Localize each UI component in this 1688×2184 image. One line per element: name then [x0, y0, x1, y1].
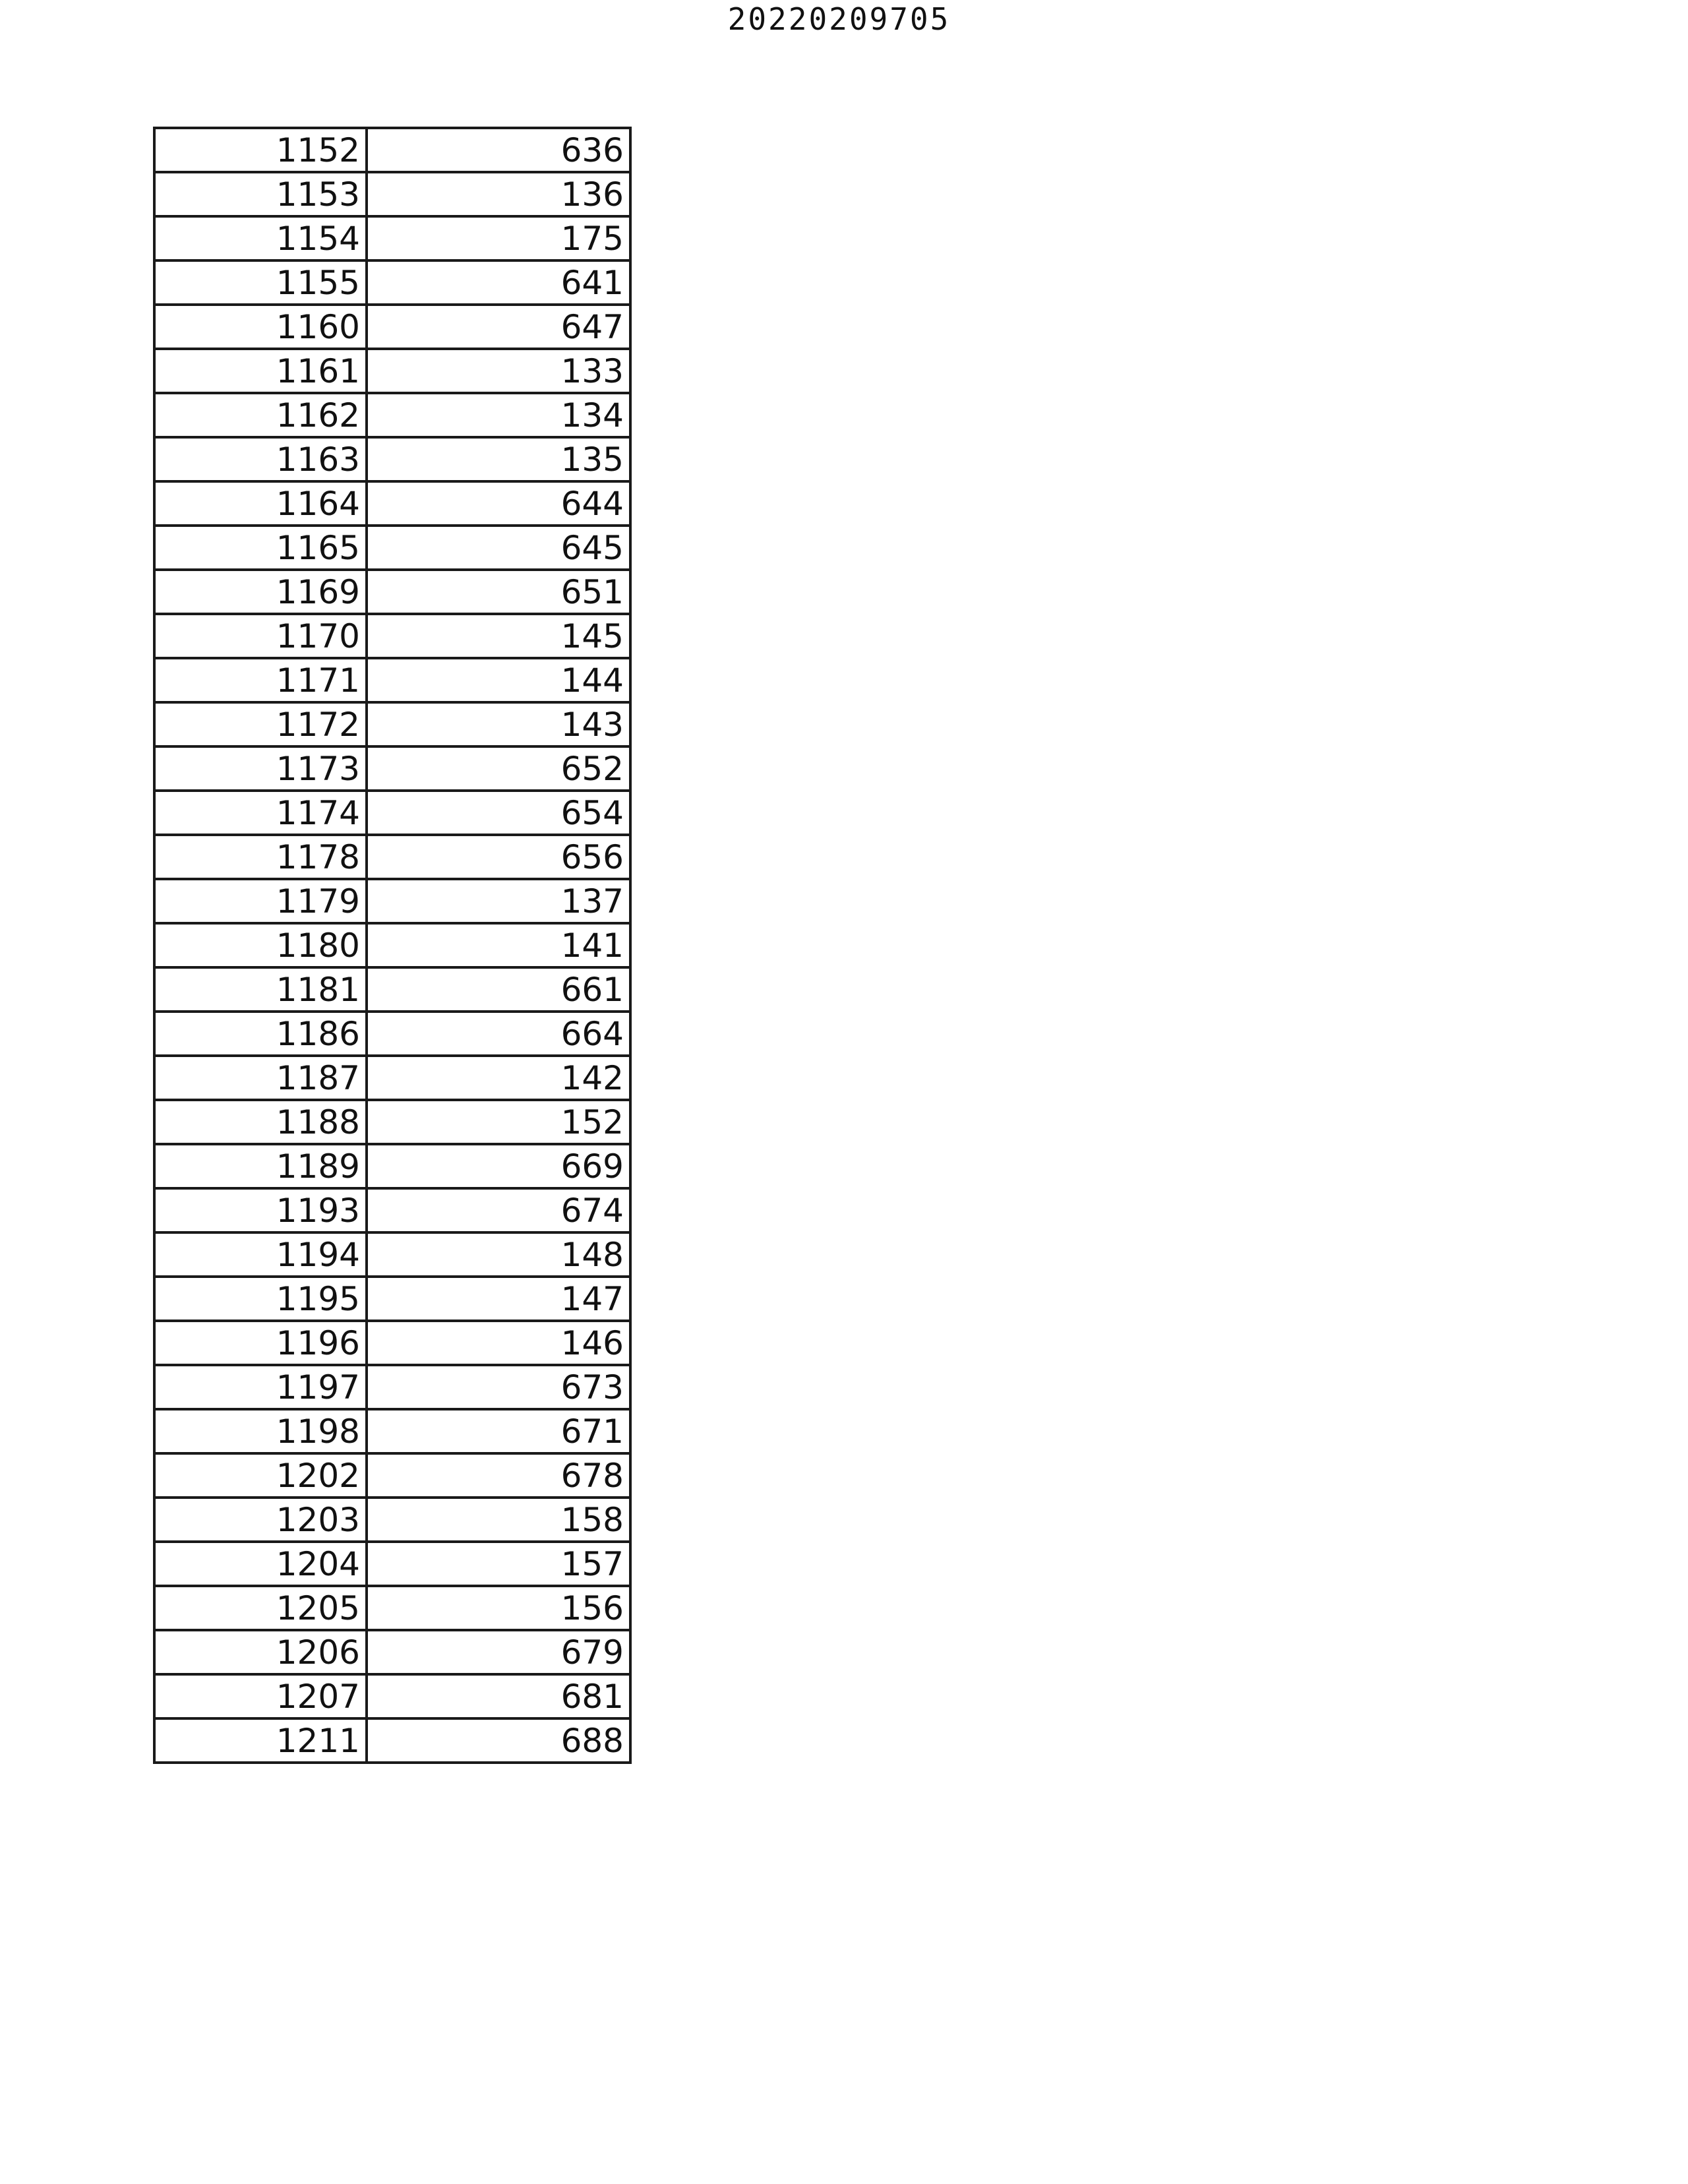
table-cell-value: 156 — [367, 1586, 630, 1630]
table-cell-id: 1188 — [154, 1100, 367, 1144]
table-cell-id: 1203 — [154, 1498, 367, 1542]
table-cell-id: 1161 — [154, 349, 367, 393]
table-cell-value: 141 — [367, 923, 630, 967]
table-row — [154, 1056, 630, 1100]
table-row — [154, 1674, 630, 1718]
table-cell-value: 146 — [367, 1321, 630, 1365]
table-cell-id: 1160 — [154, 305, 367, 349]
table-cell-value: 145 — [367, 614, 630, 658]
table-cell-id: 1171 — [154, 658, 367, 702]
table-row — [154, 172, 630, 216]
table-cell-value: 645 — [367, 526, 630, 570]
table-cell-value: 652 — [367, 746, 630, 791]
table-cell-id: 1152 — [154, 128, 367, 172]
table-cell-value: 654 — [367, 791, 630, 835]
table-cell-id: 1193 — [154, 1188, 367, 1232]
table-row — [154, 305, 630, 349]
table-cell-id: 1211 — [154, 1718, 367, 1763]
table-cell-id: 1205 — [154, 1586, 367, 1630]
document-number: 20220209705 — [727, 1, 951, 37]
table-row — [154, 526, 630, 570]
table-cell-value: 644 — [367, 481, 630, 526]
table-cell-id: 1198 — [154, 1409, 367, 1453]
table-cell-value: 158 — [367, 1498, 630, 1542]
table-row — [154, 791, 630, 835]
table-cell-value: 137 — [367, 879, 630, 923]
table-cell-value: 641 — [367, 260, 630, 305]
table-row — [154, 260, 630, 305]
table-row — [154, 1498, 630, 1542]
table-row — [154, 1232, 630, 1277]
table-cell-value: 674 — [367, 1188, 630, 1232]
table-cell-id: 1180 — [154, 923, 367, 967]
table-cell-value: 147 — [367, 1277, 630, 1321]
table-cell-value: 175 — [367, 216, 630, 260]
table-cell-id: 1195 — [154, 1277, 367, 1321]
table-cell-id: 1153 — [154, 172, 367, 216]
table-cell-id: 1189 — [154, 1144, 367, 1188]
table-cell-value: 157 — [367, 1542, 630, 1586]
table-cell-id: 1187 — [154, 1056, 367, 1100]
table-cell-id: 1178 — [154, 835, 367, 879]
table-cell-id: 1186 — [154, 1012, 367, 1056]
table-cell-value: 688 — [367, 1718, 630, 1763]
table-cell-value: 144 — [367, 658, 630, 702]
table-cell-value: 152 — [367, 1100, 630, 1144]
table-cell-value: 133 — [367, 349, 630, 393]
table-cell-id: 1179 — [154, 879, 367, 923]
table-cell-id: 1164 — [154, 481, 367, 526]
data-table — [153, 127, 632, 1764]
table-cell-value: 143 — [367, 702, 630, 746]
table-row — [154, 1277, 630, 1321]
table-cell-value: 136 — [367, 172, 630, 216]
table-row — [154, 1542, 630, 1586]
table-cell-id: 1163 — [154, 437, 367, 481]
table-cell-id: 1172 — [154, 702, 367, 746]
table-cell-value: 673 — [367, 1365, 630, 1409]
table-cell-id: 1169 — [154, 570, 367, 614]
table-cell-value: 669 — [367, 1144, 630, 1188]
table-row — [154, 1630, 630, 1674]
table-row — [154, 481, 630, 526]
table-cell-value: 679 — [367, 1630, 630, 1674]
table-cell-value: 134 — [367, 393, 630, 437]
table-cell-id: 1206 — [154, 1630, 367, 1674]
table-cell-id: 1202 — [154, 1453, 367, 1498]
table-row — [154, 967, 630, 1012]
table-row — [154, 437, 630, 481]
table-row — [154, 570, 630, 614]
table-row — [154, 128, 630, 172]
table-cell-id: 1196 — [154, 1321, 367, 1365]
table-row — [154, 1586, 630, 1630]
table-cell-value: 661 — [367, 967, 630, 1012]
table-cell-id: 1197 — [154, 1365, 367, 1409]
table-cell-id: 1165 — [154, 526, 367, 570]
table-row — [154, 879, 630, 923]
table-cell-id: 1154 — [154, 216, 367, 260]
table-cell-value: 664 — [367, 1012, 630, 1056]
table-cell-value: 148 — [367, 1232, 630, 1277]
table-row — [154, 1188, 630, 1232]
table-cell-id: 1181 — [154, 967, 367, 1012]
table-row — [154, 658, 630, 702]
table-row — [154, 393, 630, 437]
table-row — [154, 349, 630, 393]
table-cell-value: 142 — [367, 1056, 630, 1100]
table-cell-id: 1155 — [154, 260, 367, 305]
table-cell-id: 1207 — [154, 1674, 367, 1718]
table-cell-value: 681 — [367, 1674, 630, 1718]
table-cell-value: 647 — [367, 305, 630, 349]
table-body — [154, 128, 630, 1763]
table-row — [154, 1100, 630, 1144]
table-cell-id: 1194 — [154, 1232, 367, 1277]
table-cell-value: 636 — [367, 128, 630, 172]
table-row — [154, 702, 630, 746]
table-row — [154, 1012, 630, 1056]
table-cell-id: 1162 — [154, 393, 367, 437]
table-row — [154, 1144, 630, 1188]
table-cell-value: 678 — [367, 1453, 630, 1498]
table-cell-id: 1204 — [154, 1542, 367, 1586]
table-row — [154, 746, 630, 791]
table-cell-value: 651 — [367, 570, 630, 614]
table-row — [154, 835, 630, 879]
table-cell-value: 671 — [367, 1409, 630, 1453]
table-cell-id: 1170 — [154, 614, 367, 658]
table-cell-id: 1174 — [154, 791, 367, 835]
table-row — [154, 1409, 630, 1453]
table-row — [154, 1453, 630, 1498]
table-row — [154, 1321, 630, 1365]
table-cell-value: 656 — [367, 835, 630, 879]
table-row — [154, 1365, 630, 1409]
table-row — [154, 614, 630, 658]
table-cell-value: 135 — [367, 437, 630, 481]
table-row — [154, 1718, 630, 1763]
table-row — [154, 216, 630, 260]
table-row — [154, 923, 630, 967]
table-cell-id: 1173 — [154, 746, 367, 791]
